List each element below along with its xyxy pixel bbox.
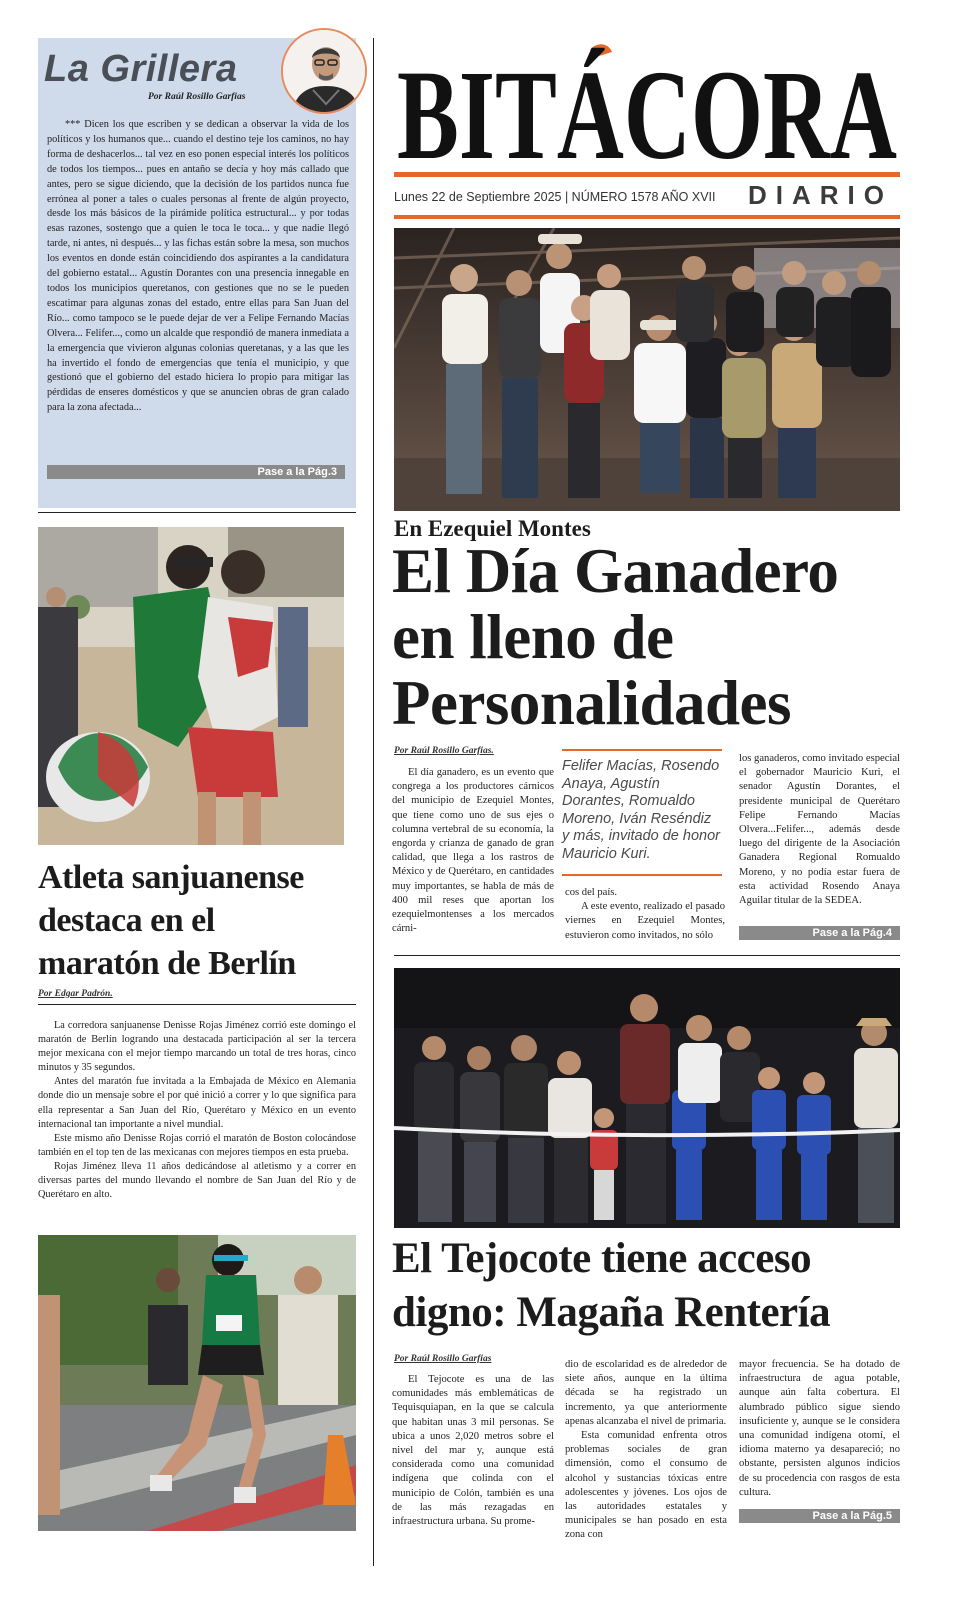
ganadero-continue-link[interactable]: Pase a la Pág.4 — [739, 926, 900, 940]
paragraph: El Tejocote es una de las comunidades más emblemáticas de Tequisquiapan, en la que se calcula que habitan unas 3 mil personas. Se ubica a unos 2,020 metros sobre el nivel del mar y, aunque está considerada como una comunidad indígena que colinda con el municipio de Colón, también es una de las más rezagadas en infraestructura urbana. Su prome- — [392, 1374, 554, 1528]
paragraph: Antes del maratón fue invitada a la Embajada de México en Alemania donde dio un mensaje sobre el por qué inició a correr y lo que significa para ella representar a San Juan del Río, Querétaro y México en un evento internacional tan importante a nivel mundial. — [38, 1076, 356, 1130]
headline-line: en lleno de — [392, 602, 674, 672]
paragraph: Rojas Jiménez lleva 11 años dedicándose al atletismo y a correr en diversas partes del mundo llevando el nombre de San Juan del Río y de Querétaro en alto. — [38, 1160, 356, 1201]
paragraph: los ganaderos, como invitado especial el gobernador Mauricio Kuri, el senador Agustín Dorantes, el presidente municipal de Querétaro Felipe Fernando Macías Olvera...Felifer..., además desde luego del dirigente de la Asociación Ganadera Regional Romualdo Moreno, y no podía estar fuera de esta actividad Rosendo Anaya Aguilar titular de la SEDEA. — [739, 753, 900, 907]
headline-line: digno: Magaña Rentería — [392, 1289, 831, 1336]
grillera-body: *** Dicen los que escriben y se dedican a observar la vida de los políticos y los humanos que... cuando el destino teje los caminos, no hay forma de deshacerlos... tal vez en eso ponen especial interés los políticos de todos los tiempos... pues en antaño se decía y hoy más callado que antes, pero se sigue diciendo, que la decisión de los partidos nunca fue errónea al poner a tales o cuales personas al frente de algún proyecto, desde los más básicos de la pirámide política estructural... y por todas esas razones, sostengo que a quien le toca le toca... y que nadie llegó tarde, ni antes, ni después... y las fichas están sobre la mesa, son muchos los eventos en donde están coincidiendo dos aspirantes a la candidatura del gobierno estatal... Agustín Dorantes con una presencia innegable en todos los municipios queretanos, con gestiones que no se le pueden escatimar para algunas zonas del estado, entre ellas para San Juan del Río... como tampoco se le puede dejar de ver a Felipe Fernando Macías Olvera... Felifer..., como un alcalde que respondió de manera inmediata a la emergencia que vivieron algunas colonias queretanas, y a las que les ha invertido el fondo de emergencias que tenía el municipio, y que gestionó que el gobierno del estado hiciera lo propio para mitigar las pérdidas de enseres domésticos y que se anuncien obras de gran calado para la zona afectada... — [47, 119, 349, 414]
grillera-column — [38, 38, 356, 508]
ganadero-pull-quote: Felifer Macías, Rosendo Anaya, Agustín Dorantes, Romualdo Moreno, Iván Reséndiz y más, invitado de honor Mauricio Kuri. — [562, 758, 720, 862]
column-divider — [373, 38, 374, 1566]
pull-quote-rule-bottom — [562, 874, 722, 876]
paragraph: A este evento, realizado el pasado viernes en Ezequiel Montes, estuvieron como invitados, no sólo — [565, 901, 725, 941]
tejocote-byline: Por Raúl Rosillo Garfias — [394, 1354, 492, 1364]
ganadero-col-2 — [565, 886, 725, 943]
columnist-avatar — [281, 28, 367, 114]
tejocote-col-3 — [739, 1358, 900, 1500]
headline-line: Atleta sanjuanense — [38, 859, 304, 896]
ganadero-col-3 — [739, 752, 900, 908]
bitacora-logo — [394, 44, 900, 166]
ganadero-headline — [392, 538, 838, 736]
logo-text: BITÁCORA — [397, 44, 897, 166]
tejocote-ribbon-photo — [394, 968, 900, 1228]
section-divider — [394, 955, 900, 956]
athletes-hug-photo — [38, 527, 344, 845]
masthead-rule-top — [394, 172, 900, 177]
masthead-subtitle: DIARIO — [748, 180, 893, 210]
headline-line: destaca en el — [38, 902, 215, 939]
paragraph: dio de escolaridad es de alrededor de siete años, aunque en la última década se ha registrado un incremento, ya que anteriormente apenas alcanzaba el nivel de primaria. — [565, 1359, 727, 1427]
paragraph: mayor frecuencia. Se ha dotado de infraestructura de agua potable, aunque aún falta cobertura. El alumbrado público sigue siendo insuficiente y, aunque se le considera una comunidad indígena otomí, el idioma materno ya desapareció; no obstante, persisten algunos indicios de su procedencia con rasgos de esta cultura. — [739, 1359, 900, 1498]
pull-quote-rule-top — [562, 749, 722, 751]
headline-line: Personalidades — [392, 668, 792, 738]
paragraph: El día ganadero, es un evento que congrega a los productores cárnicos del municipio de Ezequiel Montes, que tiene como uno de sus ejes o columna vertebral de su economía, la engorda y crianza de ganado de gran calidad, que llega a los rastros de México y de Querétaro, en cantidades muy importantes, se habla de más de 400 mil reses que aportan los ezequielmontenses a los mercados cárni- — [392, 767, 554, 935]
issue-date-line: Lunes 22 de Septiembre 2025 | NÚMERO 1578 AÑO XVII — [394, 190, 716, 204]
headline-line: El Tejocote tiene acceso — [392, 1235, 812, 1282]
tejocote-col-2 — [565, 1358, 727, 1543]
headline-line: maratón de Berlín — [38, 945, 296, 982]
tejocote-headline — [392, 1232, 830, 1340]
grillera-byline: Por Raúl Rosillo Garfias — [148, 92, 246, 102]
section-divider — [38, 1004, 356, 1005]
atleta-headline — [38, 856, 304, 985]
tejocote-col-1 — [392, 1373, 554, 1529]
paragraph: Esta comunidad enfrenta otros problemas sociales de gran dimensión, como el consumo de alcohol y sustancias tóxicas entre adolescentes y jóvenes. Los ojos de las autoridades estatales y municipales se han posado en esta zona con — [565, 1430, 727, 1541]
grillera-continue-link[interactable]: Pase a la Pág.3 — [47, 465, 345, 479]
runner-photo — [38, 1235, 356, 1531]
ganadero-col-1 — [392, 766, 554, 936]
masthead-rule-bottom — [394, 215, 900, 219]
grillera-title: La Grillera — [44, 48, 238, 90]
section-divider — [38, 512, 356, 513]
atleta-body — [38, 1019, 356, 1202]
paragraph: La corredora sanjuanense Denisse Rojas Jiménez corrió este domingo el maratón de Berlín logrando una destacada participación al ser la tercera mejor mexicana con el mejor tiempo marcando un total de tres horas, cinco minutos y 35 segundos. — [38, 1020, 356, 1074]
ganadero-byline: Por Raúl Rosillo Garfias. — [394, 746, 494, 756]
headline-line: El Día Ganadero — [392, 536, 839, 606]
tejocote-continue-link[interactable]: Pase a la Pág.5 — [739, 1509, 900, 1523]
paragraph: Este mismo año Denisse Rojas corrió el maratón de Boston colocándose también en el top ten de las mexicanas con mejores tiempos en esta prueba. — [38, 1132, 356, 1158]
ganadero-kicker: En Ezequiel Montes — [394, 516, 591, 541]
ganadero-group-photo — [394, 228, 900, 511]
atleta-byline: Por Edgar Padrón. — [38, 989, 113, 999]
paragraph: cos del país. — [565, 887, 618, 898]
